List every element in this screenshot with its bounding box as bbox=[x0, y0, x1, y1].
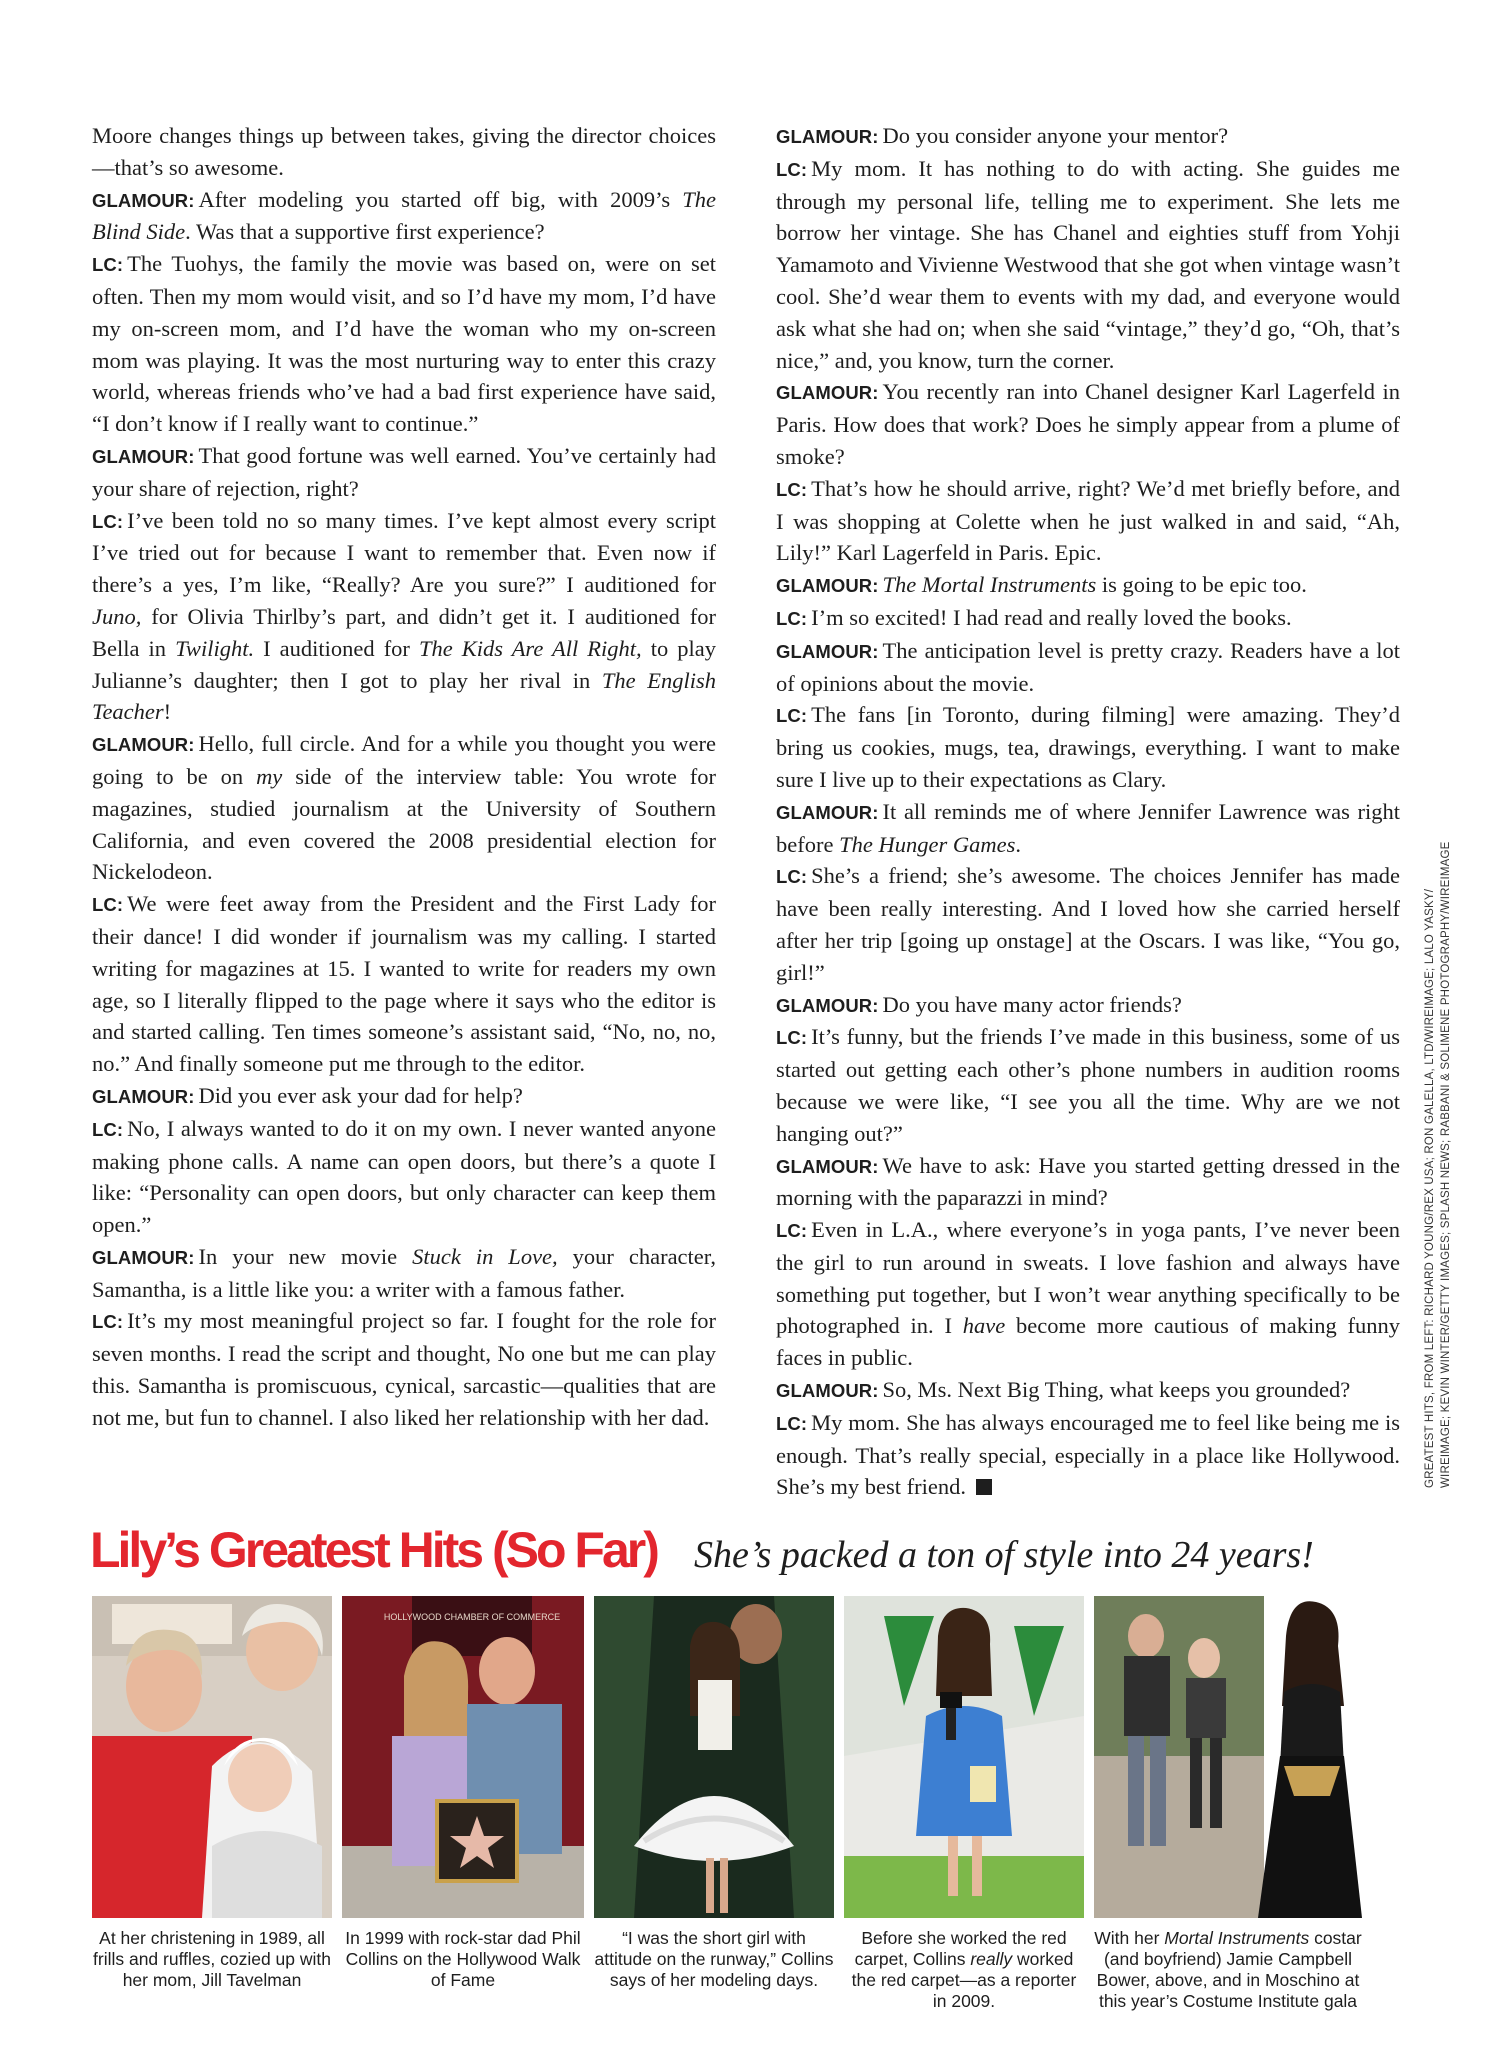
caption-christening bbox=[92, 1928, 332, 1991]
paragraph-text: become more cautious of making funny faces in public. bbox=[776, 1313, 1400, 1371]
paragraph-text: In your new movie bbox=[198, 1243, 413, 1269]
caption-runway bbox=[594, 1928, 834, 1991]
caption-walk-of-fame bbox=[342, 1928, 584, 1991]
photo-christening bbox=[92, 1596, 332, 1918]
paragraph-text: You recently ran into Chanel designer Karl Lagerfeld in Paris. How does that work? Does he simply appear from a plume of smoke? bbox=[776, 379, 1400, 469]
interview-paragraph bbox=[92, 505, 716, 729]
italic-title: The Blind Side bbox=[92, 186, 716, 245]
interview-paragraph bbox=[776, 602, 1400, 635]
photo-credits bbox=[1422, 768, 1454, 1488]
speaker-label: LC: bbox=[92, 510, 124, 532]
interview-paragraph bbox=[92, 248, 716, 440]
credits-line-1: GREATEST HITS, FROM LEFT: RICHARD YOUNG/REX USA; RON GALELLA, LTD/WIREIMAGE; LALO YASKY/ bbox=[1424, 888, 1436, 1488]
paragraph-text: side of the interview table: You wrote for magazines, studied journalism at the University of Southern California, and even covered the 2008 presidential election for Nickelodeon. bbox=[92, 763, 716, 885]
paragraph-text: I’m so excited! I had read and really loved the books. bbox=[811, 604, 1292, 630]
speaker-label: LC: bbox=[776, 1027, 808, 1049]
interview-paragraph bbox=[92, 440, 716, 505]
speaker-label: LC: bbox=[776, 1412, 808, 1434]
paragraph-text: So, Ms. Next Big Thing, what keeps you grounded? bbox=[882, 1377, 1351, 1403]
paragraph-text: Even in L.A., where everyone’s in yoga pants, I’ve never been the girl to run around in sweats. I love fashion and always have something put together, but I won’t wear anything specifically to be photographed in. I bbox=[776, 1217, 1400, 1339]
interview-column-left bbox=[92, 120, 716, 1434]
caption-text: worked the red carpet—as a reporter in 2009. bbox=[851, 1949, 1077, 2011]
photo-runway bbox=[594, 1596, 834, 1918]
speaker-label: GLAMOUR: bbox=[92, 1085, 195, 1107]
paragraph-text: It’s my most meaningful project so far. I fought for the role for seven months. I read the script and thought, No one but me can play this. Samantha is promiscuous, cynical, sarcastic—qualities that are not me, but fun to channel. I also liked her relationship with her dad. bbox=[92, 1308, 716, 1430]
paragraph-text: The anticipation level is pretty crazy. Readers have a lot of opinions about the movie. bbox=[776, 637, 1400, 696]
interview-paragraph bbox=[776, 1150, 1400, 1215]
interview-paragraph bbox=[776, 635, 1400, 700]
paragraph-text: Do you have many actor friends? bbox=[882, 991, 1182, 1017]
paragraph-text: She’s a friend; she’s awesome. The choices Jennifer has made have been really interesting. And I loved how she carried herself after her trip [going up onstage] at the Oscars. I was like, “You go, girl!” bbox=[776, 863, 1400, 985]
speaker-label: LC: bbox=[92, 254, 124, 276]
italic-title: Twilight. bbox=[175, 635, 255, 661]
speaker-label: GLAMOUR: bbox=[92, 1246, 195, 1268]
speaker-label: GLAMOUR: bbox=[776, 382, 879, 404]
interview-paragraph bbox=[92, 728, 716, 888]
interview-paragraph bbox=[92, 1241, 716, 1306]
speaker-label: GLAMOUR: bbox=[776, 1380, 879, 1402]
speaker-label: LC: bbox=[776, 478, 808, 500]
interview-paragraph bbox=[776, 1374, 1400, 1407]
paragraph-text: I auditioned for bbox=[254, 635, 419, 661]
speaker-label: GLAMOUR: bbox=[776, 640, 879, 662]
photo-reporter bbox=[844, 1596, 1084, 1918]
interview-paragraph bbox=[776, 796, 1400, 861]
chamber-sign: HOLLYWOOD CHAMBER OF COMMERCE bbox=[383, 1612, 561, 1622]
paragraph-text: The Tuohys, the family the movie was based on, were on set often. Then my mom would visit, and so I’d have my mom, I’d have my on-screen mom, and I’d have the woman who my on-screen mom was playing. It was the most nurturing way to enter this crazy world, whereas friends who’ve had a bad first experience have said, “I don’t know if I really want to continue.” bbox=[92, 251, 716, 437]
interview-paragraph bbox=[776, 1407, 1400, 1503]
photo-walk-of-fame bbox=[342, 1596, 584, 1918]
speaker-label: LC: bbox=[92, 1311, 124, 1333]
speaker-label: GLAMOUR: bbox=[92, 734, 195, 756]
paragraph-text: That good fortune was well earned. You’ve certainly had your share of rejection, right? bbox=[92, 442, 716, 501]
paragraph-text: . bbox=[1015, 831, 1021, 857]
interview-paragraph bbox=[776, 1021, 1400, 1149]
paragraph-text: My mom. She has always encouraged me to feel like being me is enough. That’s really special, especially in a place like Hollywood. She’s my best friend. bbox=[776, 1409, 1400, 1500]
caption-text: At her christening in 1989, all frills and ruffles, cozied up with her mom, Jill Tavelman bbox=[93, 1928, 331, 1990]
paragraph-text: Hello, full circle. And for a while you thought you were going to be on bbox=[92, 731, 716, 789]
interview-paragraph bbox=[92, 888, 716, 1080]
caption-text: “I was the short girl with attitude on the runway,” Collins says of her modeling days. bbox=[594, 1928, 834, 1990]
interview-paragraph bbox=[776, 376, 1400, 472]
paragraph-text: to play Julianne’s daughter; then I got to play her rival in bbox=[92, 635, 716, 693]
interview-paragraph bbox=[776, 569, 1400, 602]
paragraph-text: It all reminds me of where Jennifer Lawrence was right before bbox=[776, 798, 1400, 857]
end-mark-icon bbox=[976, 1479, 992, 1495]
interview-paragraph bbox=[776, 1214, 1400, 1374]
caption-italic: Mortal Instruments bbox=[1164, 1928, 1310, 1948]
caption-costar-gala bbox=[1094, 1928, 1362, 2012]
caption-text: With her bbox=[1094, 1928, 1165, 1948]
paragraph-text: Moore changes things up between takes, giving the director choices—that’s so awesome. bbox=[92, 123, 716, 180]
paragraph-text: No, I always wanted to do it on my own. I never wanted anyone making phone calls. A name can open doors, but there’s a quote I like: “Personality can open doors, but only character can keep them open.” bbox=[92, 1115, 716, 1238]
paragraph-text: The fans [in Toronto, during filming] were amazing. They’d bring us cookies, mugs, tea, drawings, everything. I want to make sure I live up to their expectations as Clary. bbox=[776, 702, 1400, 792]
italic-title: The Mortal Instruments bbox=[882, 572, 1097, 598]
caption-text: costar (and boyfriend) Jamie Campbell Bower, above, and in Moschino at this year’s Costume Institute gala bbox=[1096, 1928, 1362, 2011]
italic-title: The Kids Are All Right, bbox=[418, 635, 642, 661]
paragraph-text: That’s how he should arrive, right? We’d met briefly before, and I was shopping at Colette when he just walked in and said, “Ah, Lily!” Karl Lagerfeld in Paris. Epic. bbox=[776, 475, 1400, 566]
italic-title: have bbox=[962, 1313, 1006, 1339]
caption-text: Before she worked the red carpet, Collins bbox=[854, 1928, 1067, 1969]
caption-text: In 1999 with rock-star dad Phil Collins on the Hollywood Walk of Fame bbox=[345, 1928, 581, 1990]
paragraph-text: I’ve been told no so many times. I’ve kept almost every script I’ve tried out for because I want to remember that. Even now if there’s a yes, I’m like, “Really? Are you sure?” I auditioned for bbox=[92, 507, 716, 598]
speaker-label: LC: bbox=[776, 1220, 808, 1242]
interview-paragraph bbox=[776, 473, 1400, 569]
speaker-label: GLAMOUR: bbox=[776, 575, 879, 597]
italic-title: Stuck in Love, bbox=[412, 1243, 558, 1269]
interview-paragraph bbox=[776, 699, 1400, 795]
interview-column-right bbox=[776, 120, 1400, 1503]
speaker-label: LC: bbox=[776, 607, 808, 629]
paragraph-text: for Olivia Thirlby’s part, and didn’t get it. I auditioned for Bella in bbox=[92, 603, 716, 661]
speaker-label: GLAMOUR: bbox=[776, 126, 879, 147]
interview-paragraph bbox=[92, 1080, 716, 1113]
credits-line-2: WIREIMAGE; KEVIN WINTER/GETTY IMAGES; SPLASH NEWS; RABBANI & SOLIMENE PHOTOGRAPHY/WIREIMAGE bbox=[1440, 841, 1452, 1488]
paragraph-text: . Was that a supportive first experience? bbox=[185, 219, 545, 245]
paragraph-text: After modeling you started off big, with 2009’s bbox=[198, 186, 683, 212]
speaker-label: GLAMOUR: bbox=[92, 445, 195, 467]
paragraph-text: ! bbox=[163, 699, 172, 725]
caption-reporter bbox=[844, 1928, 1084, 2012]
speaker-label: LC: bbox=[92, 894, 124, 916]
paragraph-text: We have to ask: Have you started getting dressed in the morning with the paparazzi in mind? bbox=[776, 1152, 1400, 1211]
paragraph-text: My mom. It has nothing to do with acting. She guides me through my personal life, telling me to experiment. She lets me borrow her vintage. She has Chanel and eighties stuff from Yohji Yamamoto and Vivienne Westwood that she got when vintage wasn’t cool. She’d wear them to events with my dad, and everyone would ask what she had on; when she said “vintage,” they’d go, “Oh, that’s nice,” and, you know, turn the corner. bbox=[776, 155, 1400, 373]
paragraph-text: Did you ever ask your dad for help? bbox=[198, 1082, 523, 1108]
italic-title: The English Teacher bbox=[92, 667, 716, 725]
greatest-hits-title: Lily’s Greatest Hits (So Far) bbox=[90, 1522, 657, 1578]
speaker-label: GLAMOUR: bbox=[92, 189, 195, 211]
interview-paragraph bbox=[92, 1113, 716, 1241]
interview-paragraph bbox=[92, 1305, 716, 1433]
speaker-label: GLAMOUR: bbox=[776, 994, 879, 1016]
interview-paragraph bbox=[776, 120, 1400, 153]
speaker-label: GLAMOUR: bbox=[776, 801, 879, 823]
interview-paragraph bbox=[776, 989, 1400, 1022]
speaker-label: GLAMOUR: bbox=[776, 1155, 879, 1177]
greatest-hits-subtitle: She’s packed a ton of style into 24 years! bbox=[694, 1534, 1314, 1576]
paragraph-text: is going to be epic too. bbox=[1096, 572, 1307, 598]
italic-title: The Hunger Games bbox=[839, 831, 1016, 857]
speaker-label: LC: bbox=[776, 705, 808, 727]
photo-costar-gala bbox=[1094, 1596, 1362, 1918]
paragraph-text: Do you consider anyone your mentor? bbox=[882, 123, 1229, 148]
speaker-label: LC: bbox=[776, 158, 808, 180]
interview-paragraph bbox=[92, 184, 716, 249]
interview-paragraph bbox=[92, 120, 716, 184]
speaker-label: LC: bbox=[776, 866, 808, 888]
paragraph-text: It’s funny, but the friends I’ve made in this business, some of us started out getting each other’s phone numbers in audition rooms because we were like, “I see you all the time. Why are we not hanging out?” bbox=[776, 1024, 1400, 1146]
italic-title: my bbox=[256, 763, 283, 789]
interview-paragraph bbox=[776, 153, 1400, 377]
italic-title: Juno, bbox=[92, 603, 142, 629]
paragraph-text: your character, Samantha, is a little like you: a writer with a famous father. bbox=[92, 1243, 716, 1302]
caption-italic: really bbox=[970, 1949, 1013, 1969]
paragraph-text: We were feet away from the President and the First Lady for their dance! I did wonder if journalism was my calling. I started writing for magazines at 15. I wanted to write for readers my own age, so I literally flipped to the page where it says who the editor is and started calling. Ten times someone’s assistant said, “No, no, no, no.” And finally someone put me through to the editor. bbox=[92, 891, 716, 1077]
speaker-label: LC: bbox=[92, 1118, 124, 1140]
interview-paragraph bbox=[776, 860, 1400, 988]
